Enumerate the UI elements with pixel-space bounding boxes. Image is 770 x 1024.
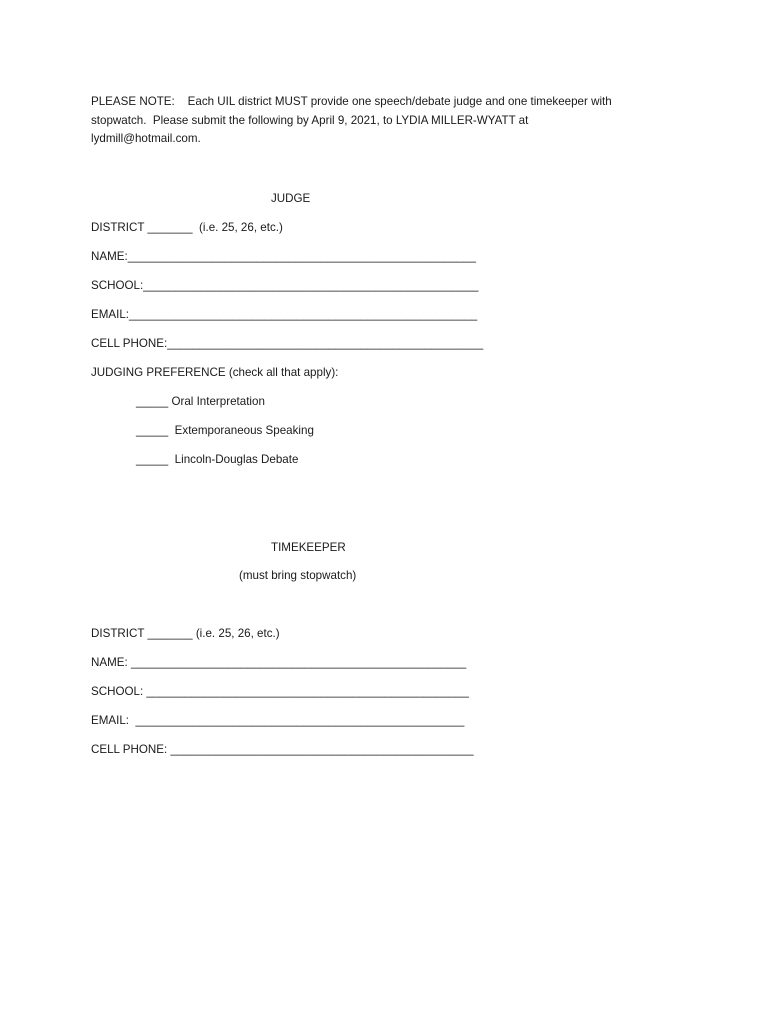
timekeeper-heading: TIMEKEEPER — [271, 541, 346, 554]
timekeeper-school-field[interactable]: SCHOOL: __________________________________________________ — [91, 685, 469, 698]
timekeeper-subheading: (must bring stopwatch) — [239, 569, 357, 582]
judge-name-field[interactable]: NAME:______________________________________________________ — [91, 250, 476, 263]
timekeeper-email-field[interactable]: EMAIL: ___________________________________________________ — [91, 714, 465, 727]
notice-line-3: lydmill@hotmail.com. — [91, 132, 201, 145]
option-oral-interpretation[interactable]: _____ Oral Interpretation — [136, 395, 265, 408]
judging-preference-label: JUDGING PREFERENCE (check all that apply): — [91, 366, 339, 379]
option-lincoln-douglas-debate[interactable]: _____ Lincoln-Douglas Debate — [136, 453, 299, 466]
judge-district-field[interactable]: DISTRICT _______ (i.e. 25, 26, etc.) — [91, 221, 283, 234]
judge-school-field[interactable]: SCHOOL:____________________________________________________ — [91, 279, 479, 292]
notice-line-1: PLEASE NOTE: Each UIL district MUST provide one speech/debate judge and one timekeeper with — [91, 95, 612, 108]
timekeeper-name-field[interactable]: NAME: ____________________________________________________ — [91, 656, 467, 669]
option-extemporaneous-speaking[interactable]: _____ Extemporaneous Speaking — [136, 424, 314, 437]
submission-notice — [91, 93, 711, 149]
timekeeper-district-field[interactable]: DISTRICT _______ (i.e. 25, 26, etc.) — [91, 627, 280, 640]
notice-line-2: stopwatch. Please submit the following by April 9, 2021, to LYDIA MILLER-WYATT at — [91, 113, 529, 127]
judge-heading: JUDGE — [271, 192, 311, 205]
judge-cell-phone-field[interactable]: CELL PHONE:_________________________________________________ — [91, 337, 484, 350]
timekeeper-cell-phone-field[interactable]: CELL PHONE: _______________________________________________ — [91, 743, 474, 756]
judge-email-field[interactable]: EMAIL:______________________________________________________ — [91, 308, 478, 321]
